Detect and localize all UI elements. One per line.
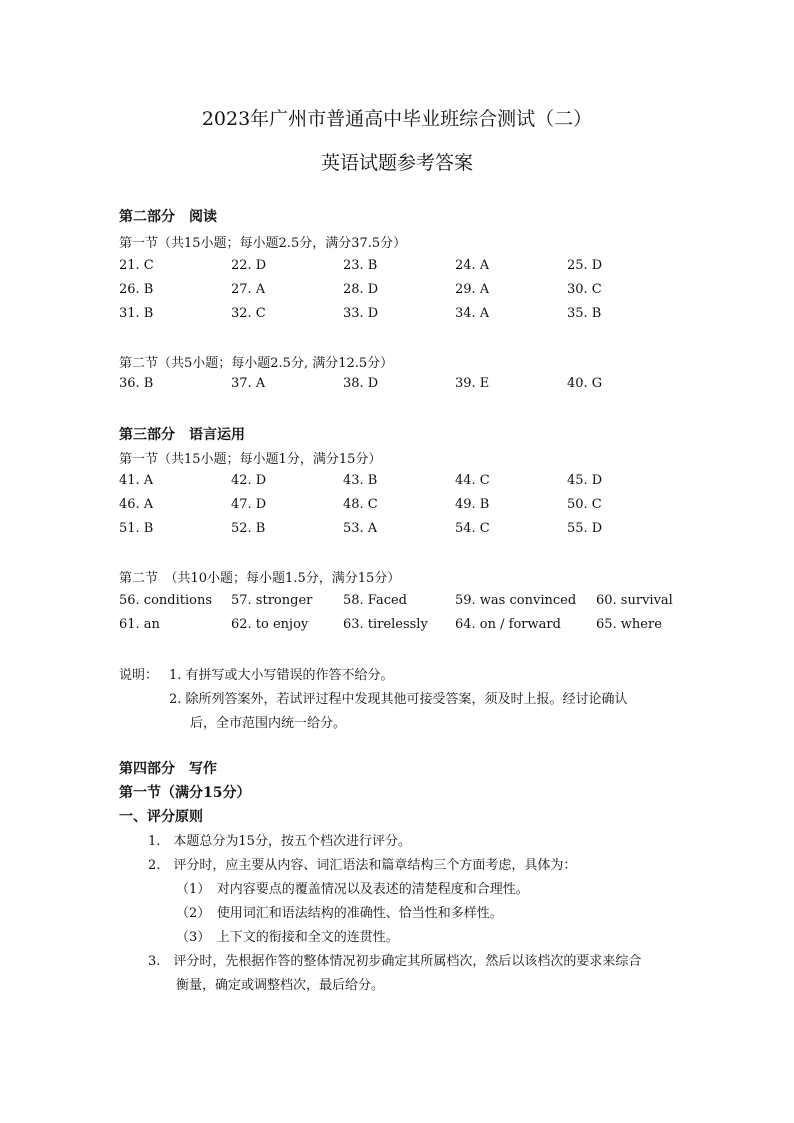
- answer-item: 48. C: [343, 497, 378, 512]
- answer-item: 55. D: [567, 521, 603, 536]
- answer-item: 59. was convinced: [455, 593, 577, 608]
- answer-item: 39. E: [455, 376, 490, 391]
- note-item: 1. 有拼写或大小写错误的作答不给分。: [169, 668, 394, 683]
- answer-item: 25. D: [567, 258, 603, 273]
- part3-heading: 第三部分 语言运用: [119, 427, 245, 443]
- answer-item: 56. conditions: [119, 593, 213, 608]
- part2-section1-label: 第一节（共15小题；每小题2.5分，满分37.5分）: [119, 236, 407, 251]
- answer-item: 41. A: [119, 473, 154, 488]
- principle-subitem: （1） 对内容要点的覆盖情况以及表述的清楚程度和合理性。: [176, 882, 529, 897]
- answer-row: [119, 617, 679, 637]
- scoring-principles-heading: 一、评分原则: [119, 809, 203, 825]
- answer-item: 61. an: [119, 617, 160, 632]
- answer-row: [119, 593, 679, 613]
- part2-heading: 第二部分 阅读: [119, 209, 217, 225]
- answer-item: 26. B: [119, 282, 154, 297]
- answer-item: 57. stronger: [231, 593, 313, 608]
- principle-item-continuation: 衡量，确定或调整档次，最后给分。: [176, 978, 385, 993]
- answer-item: 62. to enjoy: [231, 617, 309, 632]
- answer-row: [119, 473, 679, 493]
- answer-item: 23. B: [343, 258, 378, 273]
- answer-item: 54. C: [455, 521, 490, 536]
- answer-item: 28. D: [343, 282, 379, 297]
- part4-section1-heading: 第一节（满分15分）: [119, 785, 251, 801]
- part3-section1-label: 第一节（共15小题；每小题1分，满分15分）: [119, 452, 382, 467]
- answer-item: 65. where: [596, 617, 662, 632]
- notes-label: 说明：: [119, 668, 159, 683]
- answer-item: 42. D: [231, 473, 267, 488]
- answer-item: 64. on / forward: [455, 617, 561, 632]
- answer-row: [119, 258, 679, 278]
- answer-item: 60. survival: [596, 593, 673, 608]
- answer-item: 52. B: [231, 521, 266, 536]
- answer-item: 35. B: [567, 306, 602, 321]
- answer-item: 58. Faced: [343, 593, 407, 608]
- principle-subitem: （3） 上下文的衔接和全文的连贯性。: [176, 930, 399, 945]
- answer-row: [119, 306, 679, 326]
- answer-item: 46. A: [119, 497, 154, 512]
- answer-item: 31. B: [119, 306, 154, 321]
- answer-item: 34. A: [455, 306, 490, 321]
- answer-item: 32. C: [231, 306, 266, 321]
- answer-row: [119, 282, 679, 302]
- answer-row: [119, 497, 679, 517]
- answer-item: 51. B: [119, 521, 154, 536]
- answer-row: [119, 376, 679, 396]
- note-item: 2. 除所列答案外，若试评过程中发现其他可接受答案，须及时上报。经讨论确认: [169, 692, 628, 707]
- answer-item: 49. B: [455, 497, 490, 512]
- answer-item: 36. B: [119, 376, 154, 391]
- part4-heading: 第四部分 写作: [119, 761, 217, 777]
- answer-row: [119, 521, 679, 541]
- answer-item: 27. A: [231, 282, 266, 297]
- answer-item: 40. G: [567, 376, 603, 391]
- answer-item: 50. C: [567, 497, 602, 512]
- part3-section2-label: 第二节 （共10小题；每小题1.5分，满分15分）: [119, 571, 401, 586]
- note-item-continuation: 后，全市范围内统一给分。: [190, 716, 347, 731]
- answer-item: 29. A: [455, 282, 490, 297]
- part2-section2-label: 第二节（共5小题；每小题2.5分, 满分12.5分）: [119, 356, 394, 371]
- principle-subitem: （2） 使用词汇和语法结构的准确性、恰当性和多样性。: [176, 906, 503, 921]
- document-subtitle: 英语试题参考答案: [320, 152, 473, 174]
- answer-item: 63. tirelessly: [343, 617, 428, 632]
- principle-item: 2. 评分时，应主要从内容、词汇语法和篇章结构三个方面考虑，具体为：: [148, 858, 577, 873]
- answer-item: 37. A: [231, 376, 266, 391]
- answer-item: 38. D: [343, 376, 379, 391]
- answer-item: 43. B: [343, 473, 378, 488]
- answer-item: 45. D: [567, 473, 603, 488]
- document-title: 2023年广州市普通高中毕业班综合测试（二）: [201, 108, 593, 130]
- answer-item: 30. C: [567, 282, 602, 297]
- principle-item: 1. 本题总分为15分，按五个档次进行评分。: [148, 834, 411, 849]
- answer-item: 33. D: [343, 306, 379, 321]
- answer-item: 21. C: [119, 258, 154, 273]
- answer-item: 53. A: [343, 521, 378, 536]
- answer-item: 24. A: [455, 258, 490, 273]
- answer-item: 47. D: [231, 497, 267, 512]
- answer-item: 22. D: [231, 258, 267, 273]
- principle-item: 3. 评分时，先根据作答的整体情况初步确定其所属档次，然后以该档次的要求来综合: [148, 954, 642, 969]
- answer-item: 44. C: [455, 473, 490, 488]
